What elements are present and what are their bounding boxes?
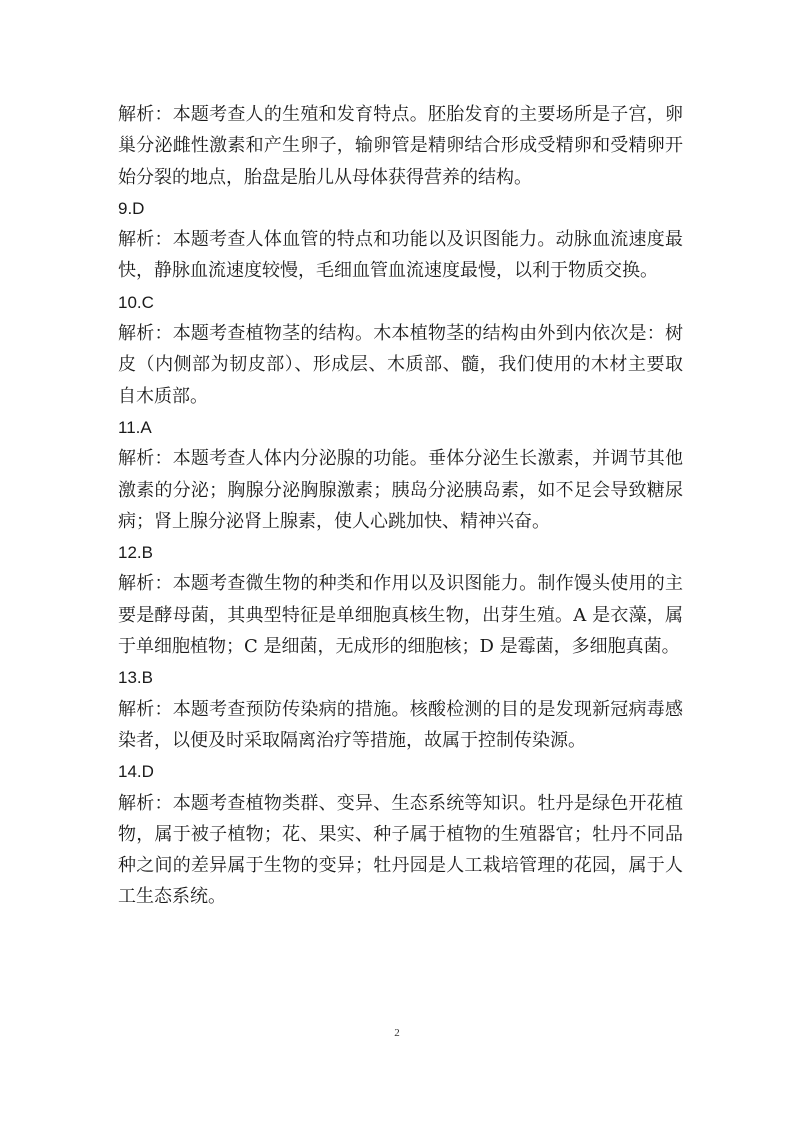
answer-label: 9.D: [118, 198, 145, 218]
answer-label: 13.B: [118, 668, 153, 688]
analysis-text: 解析：本题考查预防传染病的措施。核酸检测的目的是发现新冠病毒感染者，以便及时采取隔离治疗等措施，故属于控制传染源。: [118, 698, 683, 751]
answer-label: 12.B: [118, 543, 153, 563]
analysis-text: 解析：本题考查植物茎的结构。木本植物茎的结构由外到内依次是：树皮（内侧部为韧皮部）、形成层、木质部、髓，我们使用的木材主要取自木质部。: [118, 323, 683, 407]
answer-label: 14.D: [118, 762, 154, 782]
analysis-text: 解析：本题考查人体血管的特点和功能以及识图能力。动脉血流速度最快，静脉血流速度较慢，毛细血管血流速度最慢，以利于物质交换。: [118, 229, 683, 282]
page-number: 2: [394, 1027, 400, 1039]
answer-label: 10.C: [118, 292, 154, 312]
answer-entry-8: [118, 99, 683, 193]
analysis-text: 解析：本题考查植物类群、变异、生态系统等知识。牡丹是绿色开花植物，属于被子植物；花、果实、种子属于植物的生殖器官；牡丹不同品种之间的差异属于生物的变异；牡丹园是人工栽培管理的花园，属于人工生态系统。: [118, 792, 683, 908]
analysis-text: 解析：本题考查人的生殖和发育特点。胚胎发育的主要场所是子宫，卵巢分泌雌性激素和产生卵子，输卵管是精卵结合形成受精卵和受精卵开始分裂的地点，胎盘是胎儿从母体获得营养的结构。: [118, 104, 683, 188]
answer-entry-11: [118, 412, 683, 537]
answer-key-content: [118, 99, 683, 913]
answer-entry-13: [118, 662, 683, 756]
analysis-text: 解析：本题考查人体内分泌腺的功能。垂体分泌生长激素，并调节其他激素的分泌；胸腺分泌胸腺激素；胰岛分泌胰岛素，如不足会导致糖尿病；肾上腺分泌肾上腺素，使人心跳加快、精神兴奋。: [118, 448, 683, 532]
answer-label: 11.A: [118, 417, 152, 437]
answer-entry-12: [118, 537, 683, 662]
analysis-text: 解析：本题考查微生物的种类和作用以及识图能力。制作馒头使用的主要是酵母菌，其典型特征是单细胞真核生物，出芽生殖。A 是衣藻，属于单细胞植物；C 是细菌，无成形的细胞核；D 是霉菌，多细胞真菌。: [118, 573, 683, 658]
answer-entry-14: [118, 756, 683, 912]
answer-entry-9: [118, 193, 683, 287]
answer-entry-10: [118, 287, 683, 412]
